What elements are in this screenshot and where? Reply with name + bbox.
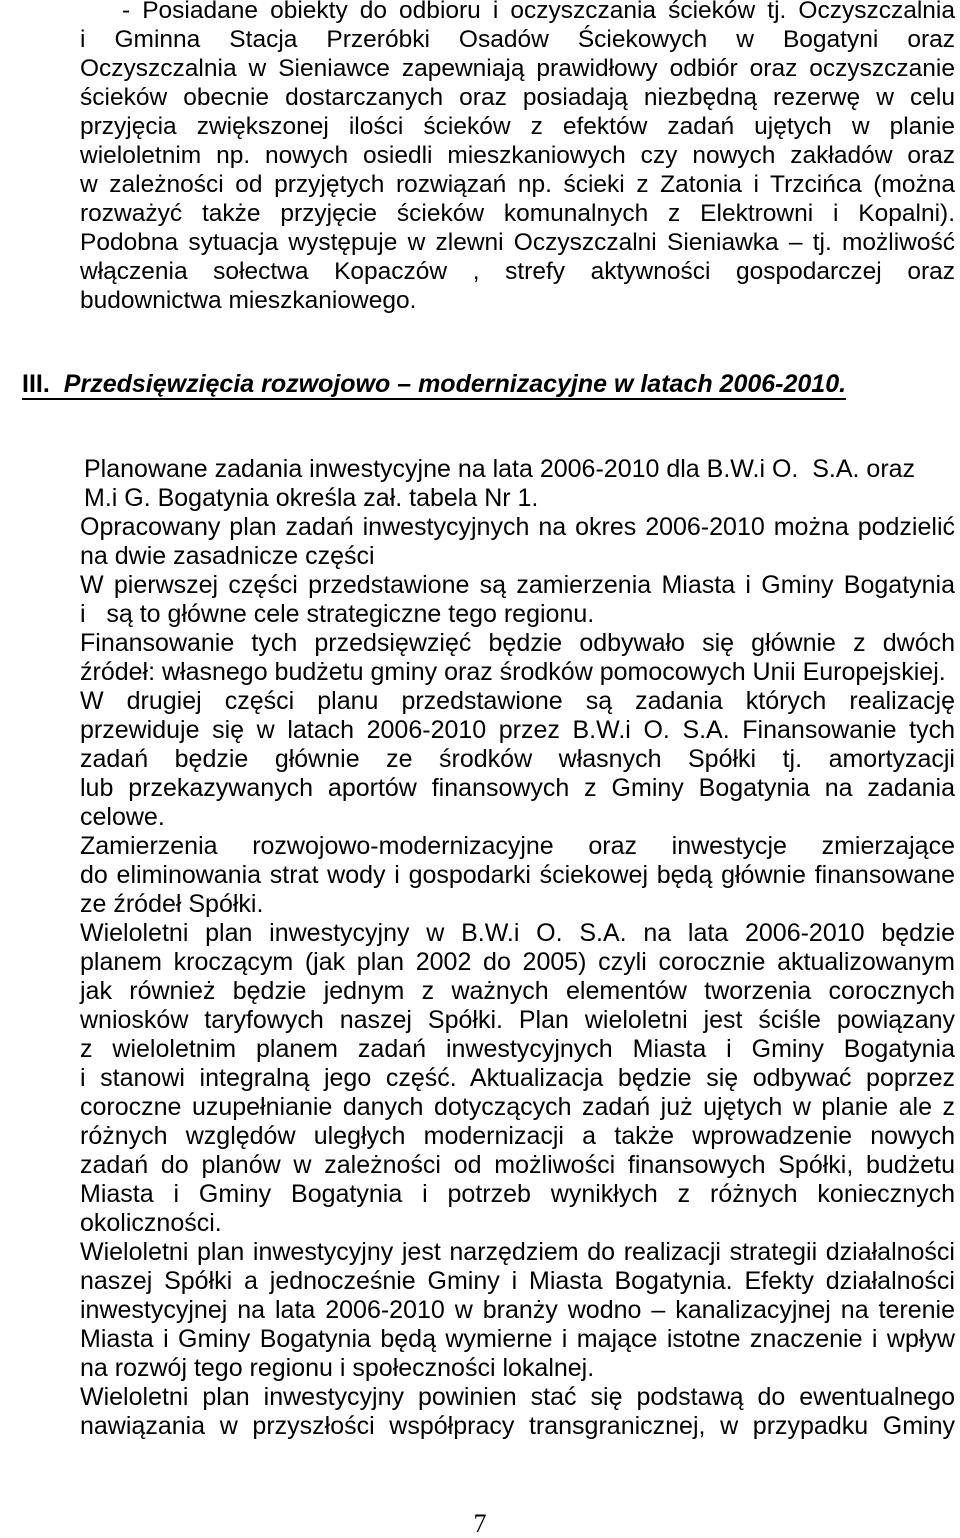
paragraph-line: Wieloletni plan inwestycyjny jest narzędziem do realizacji strategii działalności — [80, 1238, 955, 1266]
paragraph-line: z wieloletnim planem zadań inwestycyjnych Miasta i Gminy Bogatynia — [80, 1035, 955, 1063]
paragraph-line: lub przekazywanych aportów finansowych z Gminy Bogatynia na zadania — [80, 774, 955, 802]
paragraph-line: Miasta i Gminy Bogatynia i potrzeb wynikłych z różnych koniecznych — [80, 1180, 955, 1208]
section-title: Przedsięwzięcia rozwojowo – modernizacyjne w latach 2006-2010. — [63, 370, 847, 398]
note-paragraph — [84, 455, 955, 513]
paragraph — [80, 1383, 955, 1441]
paragraph-line: W drugiej części planu przedstawione są zadania których realizację — [80, 687, 955, 715]
paragraph-line: do eliminowania strat wody i gospodarki ściekowej będą głównie finansowane — [80, 861, 955, 889]
paragraph — [80, 513, 955, 571]
paragraph-line: i stanowi integralną jego część. Aktualizacja będzie się odbywać poprzez — [80, 1064, 955, 1092]
paragraph-line: zadań będzie głównie ze środków własnych Spółki tj. amortyzacji — [80, 745, 955, 773]
paragraph-line: zadań do planów w zależności od możliwości finansowych Spółki, budżetu — [80, 1151, 955, 1179]
paragraph-line: różnych względów uległych modernizacji a także wprowadzenie nowych — [80, 1122, 955, 1150]
note-line: M.i G. Bogatynia określa zał. tabela Nr 1. — [84, 484, 539, 512]
intro-line: ścieków obecnie dostarczanych oraz posiadają niezbędną rezerwę w celu — [80, 84, 955, 111]
paragraph-line: Wieloletni plan inwestycyjny powinien stać się podstawą do ewentualnego — [80, 1383, 955, 1411]
intro-line: rozważyć także przyjęcie ścieków komunalnych z Elektrowni i Kopalni). — [80, 200, 955, 227]
paragraph-line: Finansowanie tych przedsięwzięć będzie odbywało się głównie z dwóch — [80, 629, 955, 657]
paragraph-line: jak również będzie jednym z ważnych elementów tworzenia corocznych — [80, 977, 955, 1005]
paragraph-line: wniosków taryfowych naszej Spółki. Plan wieloletni jest ściśle powiązany — [80, 1006, 955, 1034]
intro-line: w zależności od przyjętych rozwiązań np. ścieki z Zatonia i Trzcińca (można — [80, 171, 955, 198]
intro-line: Podobna sytuacja występuje w zlewni Oczyszczalni Sieniawka – tj. możliwość — [80, 229, 955, 256]
intro-paragraph — [80, 0, 955, 315]
paragraph-line: źródeł: własnego budżetu gminy oraz środków pomocowych Unii Europejskiej. — [80, 658, 946, 686]
intro-line: włączenia sołectwa Kopaczów , strefy aktywności gospodarczej oraz — [80, 258, 955, 285]
paragraph — [80, 919, 955, 1238]
paragraph-line: przewiduje się w latach 2006-2010 przez B.W.i O. S.A. Finansowanie tych — [80, 716, 955, 744]
intro-line: Oczyszczalnia w Sieniawce zapewniają prawidłowy odbiór oraz oczyszczanie — [80, 55, 955, 82]
paragraph-line: coroczne uzupełnianie danych dotyczących zadań już ujętych w planie ale z — [80, 1093, 955, 1121]
paragraph-line: Opracowany plan zadań inwestycyjnych na okres 2006-2010 można podzielić — [80, 513, 955, 541]
note-line: Planowane zadania inwestycyjne na lata 2006-2010 dla B.W.i O. S.A. oraz — [84, 455, 916, 483]
paragraph-line: Miasta i Gminy Bogatynia będą wymierne i mające istotne znaczenie i wpływ — [80, 1325, 955, 1353]
paragraph-line: celowe. — [80, 803, 165, 831]
paragraph-line: ze źródeł Spółki. — [80, 890, 264, 918]
paragraph-line: Zamierzenia rozwojowo-modernizacyjne oraz inwestycje zmierzające — [80, 832, 955, 860]
paragraph-line: nawiązania w przyszłości współpracy transgranicznej, w przypadku Gminy — [80, 1412, 955, 1440]
paragraph-line: Wieloletni plan inwestycyjny w B.W.i O. S.A. na lata 2006-2010 będzie — [80, 919, 955, 947]
paragraph — [80, 687, 955, 832]
body-text — [80, 455, 955, 1441]
paragraph-line: inwestycyjnej na lata 2006-2010 w branży wodno – kanalizacyjnej na terenie — [80, 1296, 955, 1324]
paragraph — [80, 832, 955, 919]
paragraph — [80, 629, 955, 687]
page-number: 7 — [473, 1509, 487, 1538]
intro-line: - Posiadane obiekty do odbioru i oczyszczania ścieków tj. Oczyszczalnia — [122, 0, 955, 24]
section-heading — [22, 371, 846, 400]
paragraph-line: i są to główne cele strategiczne tego regionu. — [80, 600, 595, 628]
paragraph — [80, 571, 955, 629]
paragraph — [80, 1238, 955, 1383]
intro-line: przyjęcia zwiększonej ilości ścieków z efektów zadań ujętych w planie — [80, 113, 955, 140]
paragraph-line: na rozwój tego regionu i społeczności lokalnej. — [80, 1354, 595, 1382]
paragraph-line: W pierwszej części przedstawione są zamierzenia Miasta i Gminy Bogatynia — [80, 571, 955, 599]
paragraph-line: okoliczności. — [80, 1209, 222, 1237]
paragraph-line: planem kroczącym (jak plan 2002 do 2005) czyli corocznie aktualizowanym — [80, 948, 955, 976]
paragraph-line: naszej Spółki a jednocześnie Gminy i Miasta Bogatynia. Efekty działalności — [80, 1267, 955, 1295]
section-number: III. — [22, 370, 50, 398]
paragraph-line: na dwie zasadnicze części — [80, 542, 375, 570]
intro-line: budownictwa mieszkaniowego. — [80, 287, 417, 314]
intro-line: wieloletnim np. nowych osiedli mieszkaniowych czy nowych zakładów oraz — [80, 142, 955, 169]
intro-line: i Gminna Stacja Przeróbki Osadów Ściekowych w Bogatyni oraz — [80, 26, 955, 53]
